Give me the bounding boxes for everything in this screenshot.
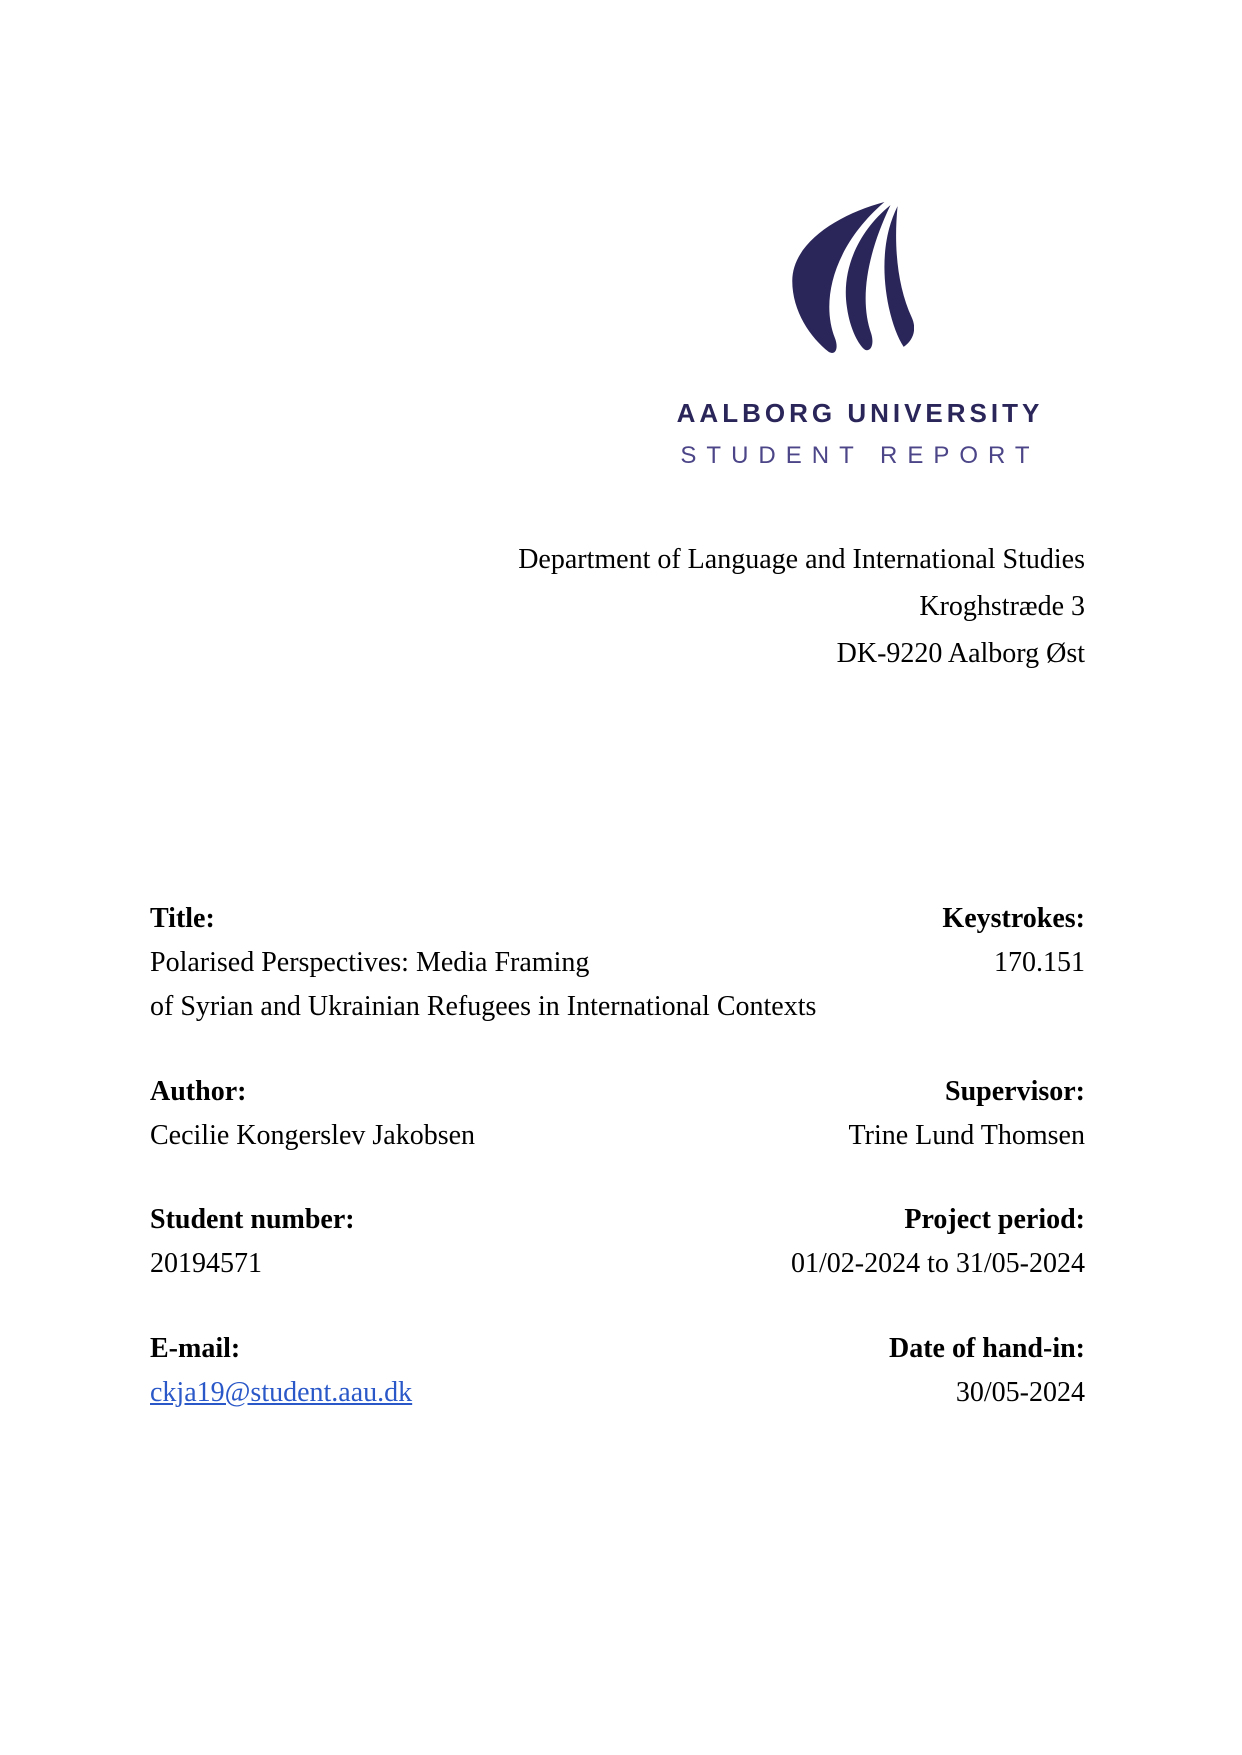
title-block [150, 897, 816, 1029]
student-number-value: 20194571 [150, 1248, 262, 1279]
department-name: Department of Language and International Studies [518, 544, 1085, 575]
logo-right-sail [884, 206, 914, 347]
email-link[interactable]: ckja19@student.aau.dk [150, 1377, 413, 1408]
author-label: Author: [150, 1076, 247, 1107]
author-value: Cecilie Kongerslev Jakobsen [150, 1120, 476, 1151]
hand-in-block [889, 1327, 1085, 1415]
supervisor-value: Trine Lund Thomsen [848, 1120, 1085, 1151]
keystrokes-label: Keystrokes: [942, 903, 1085, 934]
supervisor-block [849, 1070, 1085, 1158]
aau-logo-swirl-icon [788, 198, 914, 358]
logo-left-sail [792, 202, 884, 353]
logo-university-name: AALBORG UNIVERSITY [676, 398, 1044, 428]
author-block [150, 1070, 475, 1158]
keystrokes-value: 170.151 [994, 947, 1085, 978]
hand-in-label: Date of hand-in: [888, 1333, 1085, 1364]
supervisor-label: Supervisor: [945, 1076, 1085, 1107]
project-period-label: Project period: [904, 1204, 1085, 1235]
title-label: Title: [150, 903, 215, 934]
hand-in-value: 30/05-2024 [955, 1377, 1085, 1408]
project-period-block [791, 1198, 1085, 1286]
project-period-value: 01/02-2024 to 31/05-2024 [791, 1248, 1085, 1279]
title-line-2: of Syrian and Ukrainian Refugees in International Contexts [150, 991, 817, 1022]
student-number-label: Student number: [150, 1204, 355, 1235]
email-label: E-mail: [150, 1333, 241, 1364]
keystrokes-block [942, 897, 1085, 985]
department-address-block [518, 536, 1085, 677]
logo-report-type: STUDENT REPORT [680, 442, 1040, 469]
department-street: Kroghstræde 3 [919, 591, 1085, 622]
email-block [150, 1327, 412, 1415]
department-city: DK-9220 Aalborg Øst [836, 638, 1085, 669]
student-number-block [150, 1198, 355, 1286]
title-line-1: Polarised Perspectives: Media Framing [150, 947, 590, 978]
